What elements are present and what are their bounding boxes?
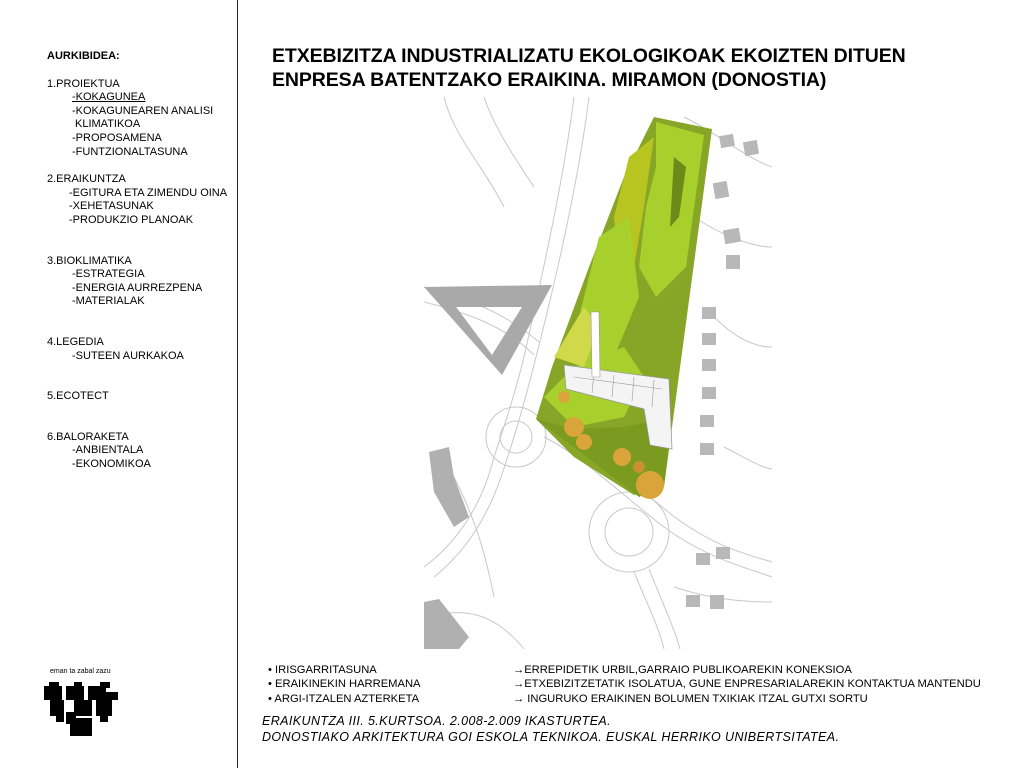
toc-item-proposamena[interactable]: -PROPOSAMENA (72, 131, 162, 144)
toc-item-ekonomikoa[interactable]: -EKONOMIKOA (72, 457, 151, 470)
toc-item-materialak[interactable]: -MATERIALAK (72, 295, 145, 308)
toc-item-estrategia[interactable]: -ESTRATEGIA (72, 268, 145, 281)
toc-heading: AURKIBIDEA: (47, 50, 120, 62)
toc-section-title[interactable]: 4.LEGEDIA (47, 335, 104, 348)
vertical-divider (237, 0, 238, 768)
toc-section-title[interactable]: 5.ECOTECT (47, 390, 109, 403)
note-label: • ARGI-ITZALEN AZTERKETA (268, 692, 420, 705)
university-logo (44, 682, 120, 736)
toc-item-suteen-aurkakoa[interactable]: -SUTEEN AURKAKOA (72, 349, 184, 362)
toc-item-klimatikoa[interactable]: KLIMATIKOA (75, 118, 141, 131)
toc-item-xehetasunak[interactable]: -XEHETASUNAK (69, 200, 154, 213)
toc-section-ecotect (47, 390, 237, 404)
title-line-1: ETXEBIZITZA INDUSTRIALIZATU EKOLOGIKOAK EKOIZTEN DITUEN (272, 45, 906, 67)
toc-item-kokagunearen-analisi[interactable]: -KOKAGUNEAREN ANALISI (72, 104, 214, 117)
footer-credits (262, 713, 839, 745)
toc-section-title[interactable]: 1.PROIEKTUA (47, 77, 120, 90)
toc-section-title[interactable]: 6.BALORAKETA (47, 430, 129, 443)
footer-course: ERAIKUNTZA III. 5.KURTSOA. 2.008-2.009 IKASTURTEA. (262, 714, 612, 728)
table-of-contents (47, 50, 237, 485)
toc-item-energia-aurrezpena[interactable]: -ENERGIA AURREZPENA (72, 281, 203, 294)
page-title (272, 44, 992, 92)
note-description: →ETXEBIZITZETATIK ISOLATUA, GUNE ENPRESARIALAREKIN KONTAKTUA MANTENDU (513, 678, 981, 691)
site-plan-map (424, 97, 772, 649)
toc-section-eraikuntza (47, 173, 237, 227)
toc-item-anbientala[interactable]: -ANBIENTALA (72, 444, 144, 457)
toc-item-egitura[interactable]: -EGITURA ETA ZIMENDU OINA (69, 186, 228, 199)
toc-item-produkzio-planoak[interactable]: -PRODUKZIO PLANOAK (69, 213, 194, 226)
logo-caption: eman ta zabal zazu (50, 668, 111, 675)
toc-section-legedia (47, 336, 237, 363)
toc-item-funtzionaltasuna[interactable]: -FUNTZIONALTASUNA (72, 145, 188, 158)
toc-section-bioklimatika (47, 255, 237, 309)
toc-section-title[interactable]: 2.ERAIKUNTZA (47, 173, 126, 186)
note-label: • IRISGARRITASUNA (268, 664, 377, 676)
title-line-2: ENPRESA BATENTZAKO ERAIKINA. MIRAMON (DONOSTIA) (272, 69, 827, 91)
note-description: → INGURUKO ERAIKINEN BOLUMEN TXIKIAK ITZAL GUTXI SORTU (513, 692, 868, 705)
note-description: →ERREPIDETIK URBIL,GARRAIO PUBLIKOAREKIN KONEKSIOA (513, 664, 852, 676)
toc-section-proiektua (47, 78, 237, 160)
toc-section-balorakete (47, 431, 237, 472)
toc-item-kokagunea[interactable]: -KOKAGUNEA (72, 91, 146, 104)
note-label: • ERAIKINEKIN HARREMANA (268, 678, 421, 691)
footer-school: DONOSTIAKO ARKITEKTURA GOI ESKOLA TEKNIKOA. EUSKAL HERRIKO UNIBERTSITATEA. (262, 730, 840, 744)
toc-section-title[interactable]: 3.BIOKLIMATIKA (47, 254, 132, 267)
